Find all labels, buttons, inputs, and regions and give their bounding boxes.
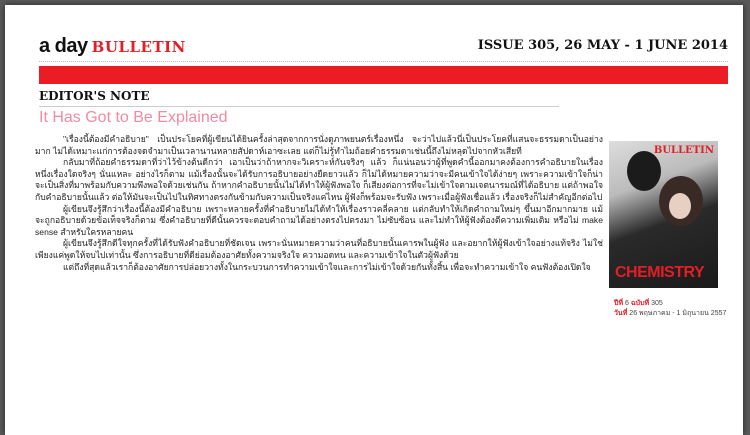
divider — [39, 61, 728, 62]
issue-value: 305 — [651, 300, 663, 307]
paragraph: ผู้เขียนจึงรู้สึกดีใจทุกครั้งที่ได้รับฟังคำอธิบายที่ชัดเจน เพราะนั่นหมายความว่าคนที่อธิบายนั้นเคารพในผู้ฟัง และอยากให้ผู้ฟังเข้าใจอย่างแท้จริง ไม่ใช่เพียงแค่พูดให้จบไปเท่านั้น ซึ่งการอธิบายที่ดีย่อมต้องอาศัยทั้งความจริงใจ ความอดทน และความเข้าใจในตัวผู้ฟังด้วย — [35, 238, 603, 260]
cover-title: BULLETIN — [653, 145, 714, 156]
paragraph: ผู้เขียนจึงรู้สึกว่าเรื่องนี้ต้องมีคำอธิบาย เพราะหลายครั้งที่คำอธิบายไม่ได้ทำให้เรื่องราวคลี่คลาย แต่กลับทำให้เกิดคำถามใหม่ๆ ขึ้นมาอีกมากมาย แม้จะถูกอธิบายด้วยข้อเท็จจริงก็ตาม ซึ่งคำอธิบายที่ดีนั้นควรจะตอบคำถามได้อย่างตรงไปตรงมา ไม่ซับซ้อน และไม่ทำให้ผู้ฟังต้องตีความเพิ่มเติม หรือไม่ make sense สำหรับใครหลายคน — [35, 203, 603, 237]
year-label: ปีที่ — [614, 300, 624, 307]
magazine-page — [5, 5, 743, 435]
cover-image[interactable] — [609, 141, 718, 288]
red-banner — [39, 66, 728, 84]
section-divider — [39, 106, 559, 107]
paragraph: กลับมาที่ถ้อยคำธรรมดาที่ว่าไว้ข้างต้นดีกว่า เอาเป็นว่าถ้าหากจะวิเคราะห์กันจริงๆ แล้ว ก็แน่นอนว่าผู้ที่พูดคำนี้ออกมาคงต้องการคำอธิบายในเรื่องหนึ่งเรื่องใดจริงๆ นั่นแหละ อย่างไรก็ตาม แม้เรื่องนั้นจะได้รับการอธิบายอย่างยืดยาวแล้ว ก็ไม่ได้หมายความว่าจะมีคนเข้าใจได้ง่ายๆ เพราะความเข้าใจก็น่าจะเป็นสิ่งที่มาพร้อมกับความพึงพอใจด้วยเช่นกัน ถ้าหากคำอธิบายนั้นไม่ได้ทำให้ผู้ฟังพอใจ ก็เสียงต่อการที่จะไม่เข้าใจตามเจตนารมณ์ที่ได้อธิบาย แต่ถ้าพอใจกับคำอธิบายนั้นแล้ว ต่อให้มันจะเป็นไปในทิศทางตรงกันข้ามกับความเป็นจริงแค่ไหน ผู้ฟังก็พร้อมจะรับฟัง เพราะเมื่อผู้ฟังเชื่อแล้ว เรื่องจริงก็ไม่สำคัญอีกต่อไป — [35, 157, 603, 202]
brand-logo — [39, 35, 186, 58]
article-body — [35, 134, 603, 273]
paragraph: "เรื่องนี้ต้องมีคำอธิบาย" เป็นประโยคที่ผู้เขียนได้ยินครั้งล่าสุดจากการนั่งดูภาพยนตร์เรื่องหนึ่ง จะว่าไปแล้วนี่เป็นประโยคที่แสนจะธรรมดาเป็นอย่างมาก ไม่ได้เหมาะแก่การต้องจดจำมาเป็นเวลานานหลายสัปดาห์เอาซะเลย แต่ก็ไม่รู้ทำไมถ้อยคำธรรมดาเช่นนี้ถึงไม่หลุดไปจากหัวเสียที — [35, 134, 603, 156]
section-title: EDITOR'S NOTE — [39, 89, 150, 103]
issue-date: ISSUE 305, 26 MAY - 1 JUNE 2014 — [477, 38, 728, 53]
cover-headline: CHEMISTRY — [615, 264, 705, 281]
cover-figure — [627, 151, 661, 191]
article-headline: It Has Got to Be Explained — [39, 109, 228, 126]
year-value: 6 — [625, 300, 629, 307]
cover-face — [669, 193, 691, 219]
issue-meta — [614, 299, 726, 319]
date-value: 26 พฤษภาคม - 1 มิถุนายน 2557 — [629, 310, 727, 317]
issue-label: ฉบับที่ — [630, 300, 650, 307]
date-label: วันที่ — [614, 310, 628, 317]
brand-bulletin: BULLETIN — [91, 38, 186, 56]
paragraph: แต่ถึงที่สุดแล้วเราก็ต้องอาศัยการปล่อยวางทั้งในกระบวนการทำความเข้าใจและการไม่เข้าใจด้วยกันทั้งสิ้น เพื่อจะทำความเข้าใจ คนฟังต้องเปิดใจ — [63, 261, 591, 272]
brand-name: a day — [39, 35, 88, 57]
